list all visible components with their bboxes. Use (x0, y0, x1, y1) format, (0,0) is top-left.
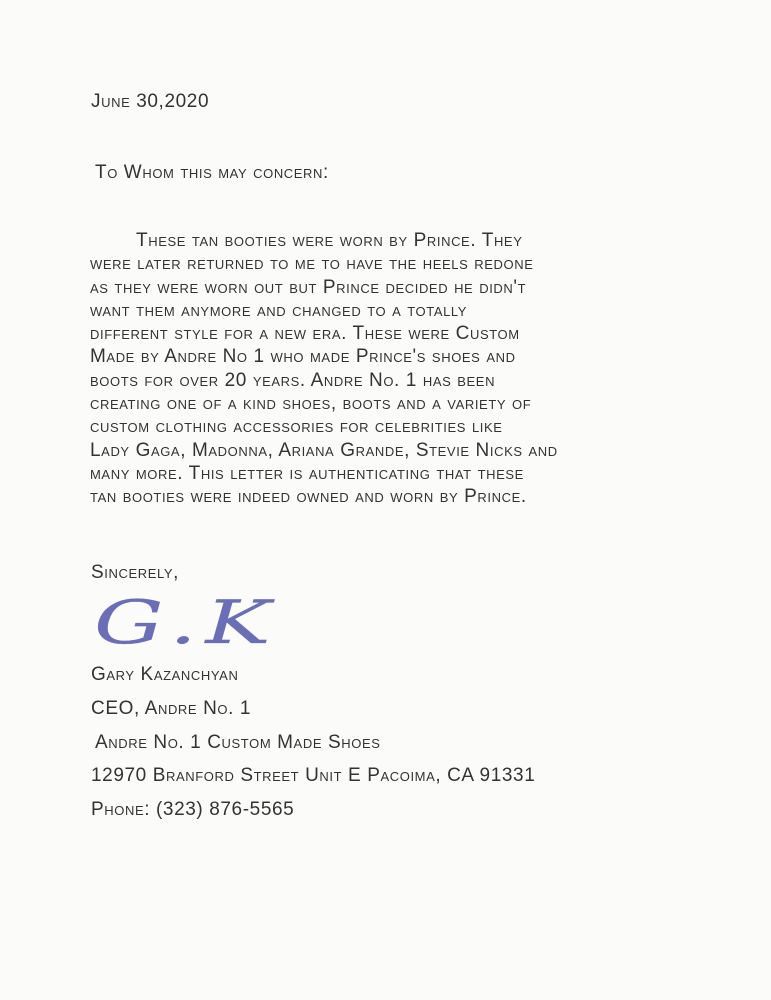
body-line: Lady Gaga, Madonna, Ariana Grande, Stevie Nicks and (90, 439, 558, 461)
phone: Phone: (323) 876-5565 (91, 799, 295, 820)
address: 12970 Branford Street Unit E Pacoima, CA 91331 (91, 765, 536, 786)
body-line: boots for over 20 years. Andre No. 1 has been (90, 369, 496, 391)
signer-name: Gary Kazanchyan (91, 664, 239, 685)
letter-body (90, 229, 690, 509)
body-line: were later returned to me to have the heels redone (90, 253, 534, 275)
closing: Sincerely, (91, 562, 180, 583)
body-line: different style for a new era. These were Custom (90, 323, 520, 345)
body-line: want them anymore and changed to a totally (90, 299, 468, 321)
body-line: These tan booties were worn by Prince. They (136, 230, 523, 251)
signer-title: CEO, Andre No. 1 (91, 698, 252, 719)
body-line: as they were worn out but Prince decided he didn't (90, 276, 527, 298)
company-name: Andre No. 1 Custom Made Shoes (95, 732, 381, 753)
letter-date: June 30,2020 (91, 91, 210, 112)
body-line: custom clothing accessories for celebrities like (90, 416, 503, 438)
body-line: many more. This letter is authenticating that these (90, 462, 524, 484)
body-line: tan booties were indeed owned and worn by Prince. (90, 486, 527, 508)
body-line: creating one of a kind shoes, boots and a variety of (90, 393, 532, 415)
salutation: To Whom this may concern: (95, 162, 329, 183)
body-line: Made by Andre No 1 who made Prince's shoes and (90, 346, 516, 368)
signature: G.K (94, 588, 280, 658)
